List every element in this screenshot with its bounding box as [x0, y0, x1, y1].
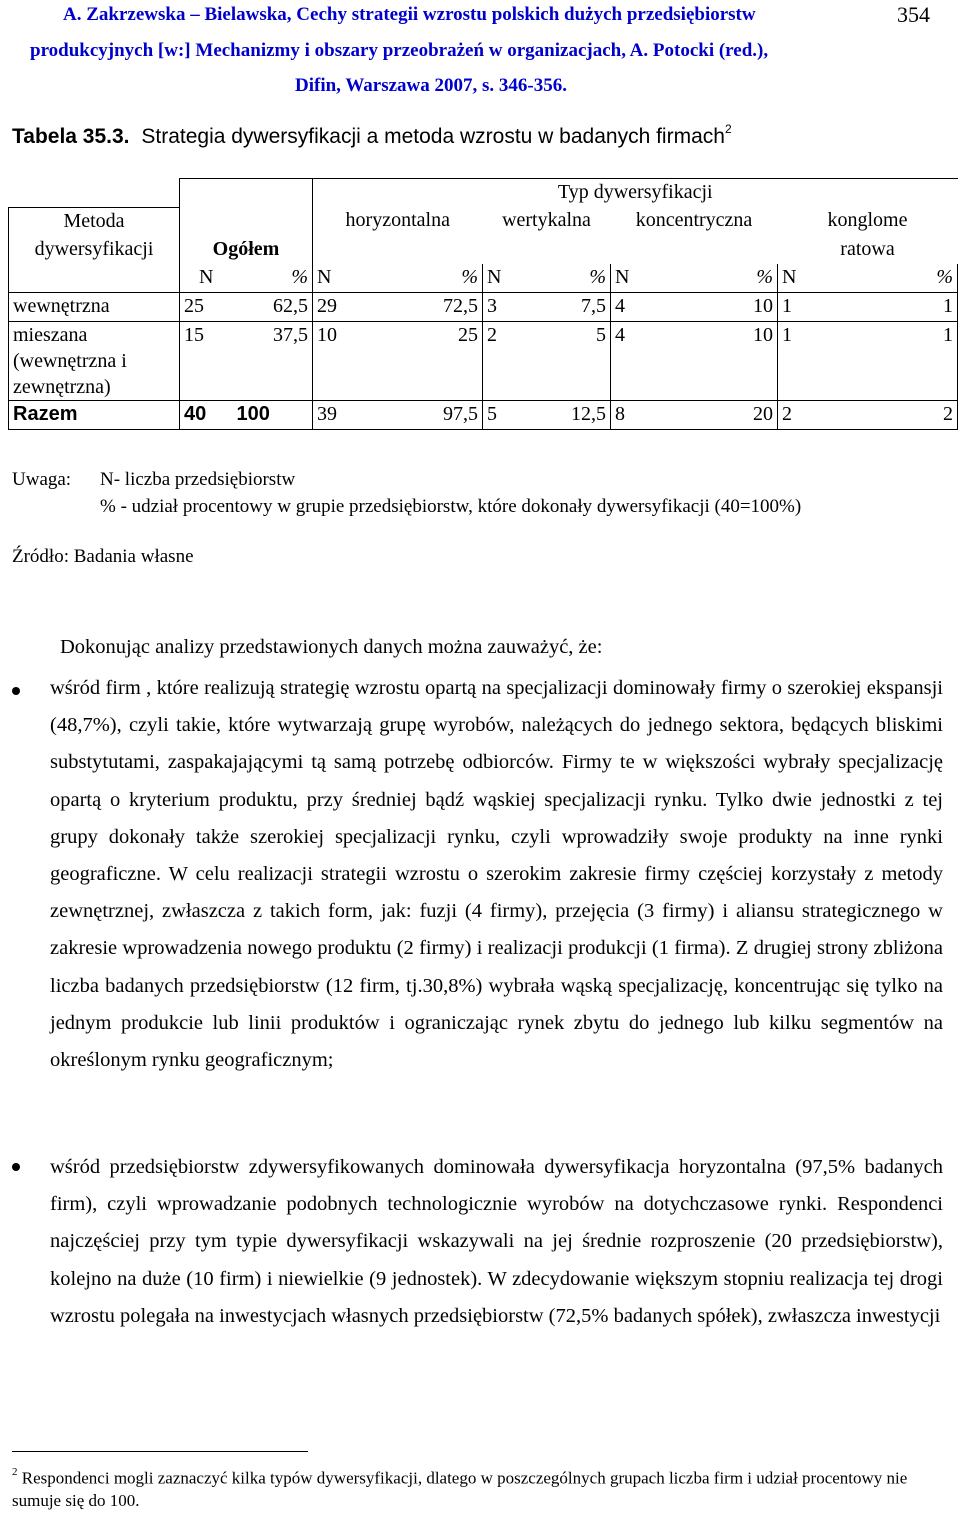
- source-note: Źródło: Badania własne: [12, 546, 194, 567]
- type-header-horizontal: horyzontalna: [313, 207, 483, 236]
- table-cell: 25: [388, 321, 483, 400]
- bullet-paragraph-2: wśród przedsiębiorstw zdywersyfikowanych dominowała dywersyfikacja horyzontalna (97,5% badanych firm), czyli wprowadzanie podobnych technologicznie wyrobów na dotychczasowe rynki. Respondenci najczęściej przy tym typie dywersyfikacji wskazywali na jej średnie rozproszenie (20 przedsiębiorstw), kolejno na duże (10 firm) i niewielkie (9 jednostek). W zdecydowanie większym stopniu realizacja tej drogi wzrostu polegała na inwestycjach własnych przedsiębiorstw (72,5% badanych spółek), zwłaszcza inwestycji: [50, 1156, 943, 1327]
- footnote-text: Respondenci mogli zaznaczyć kilka typów dywersyfikacji, dlatego w poszczególnych grupach liczba firm i udział procentowy nie sumuje się do 100.: [12, 1468, 908, 1510]
- pct-label: %: [388, 264, 483, 293]
- footnote: [12, 1463, 932, 1512]
- table-cell: 7,5: [555, 292, 611, 321]
- footnote-ref: 2: [724, 122, 732, 136]
- table-cell: 12,5: [555, 400, 611, 429]
- pct-label: %: [555, 264, 611, 293]
- method-header-line-2: dywersyfikacji: [9, 236, 180, 264]
- table-header-row-3: [9, 236, 958, 264]
- table-cell: 1: [778, 292, 822, 321]
- table-cell: 4: [611, 321, 683, 400]
- table-cell: 10: [683, 292, 778, 321]
- type-header-conglomerate: konglome: [827, 209, 908, 231]
- table-cell: 5: [483, 400, 555, 429]
- footnote-rule: [12, 1451, 308, 1452]
- table-cell: 72,5: [388, 292, 483, 321]
- bullet-icon: [12, 687, 20, 695]
- table-cell: 37,5: [233, 321, 313, 400]
- row-label-line: zewnętrzna): [13, 375, 111, 398]
- table-cell: 100: [233, 400, 313, 429]
- citation-line-3: Difin, Warszawa 2007, s. 346-356.: [295, 75, 567, 96]
- diversification-table: [8, 178, 958, 430]
- row-label: [9, 321, 180, 400]
- table-header-row-1: [9, 179, 958, 208]
- type-header-vertical: wertykalna: [502, 209, 591, 231]
- table-cell: 25: [180, 292, 233, 321]
- table-cell: 1: [822, 321, 958, 400]
- table-cell: 97,5: [388, 400, 483, 429]
- row-label: wewnętrzna: [9, 292, 180, 321]
- table-cell: 20: [683, 400, 778, 429]
- table-row-total: [9, 400, 958, 429]
- pct-label: %: [822, 264, 958, 293]
- table-cell: 10: [313, 321, 388, 400]
- table-label: Tabela 35.3.: [12, 125, 130, 148]
- row-label-line: mieszana: [13, 323, 88, 346]
- n-label: N: [778, 264, 822, 293]
- total-header: Ogółem: [180, 236, 313, 264]
- n-label: N: [483, 264, 555, 293]
- table-row: [9, 292, 958, 321]
- note-pct: % - udział procentowy w grupie przedsiębiorstw, które dokonały dywersyfikacji (40=100%): [100, 496, 802, 517]
- row-label: Razem: [9, 400, 180, 429]
- row-label-line: (wewnętrzna i: [13, 349, 127, 372]
- method-header: Metoda: [9, 207, 180, 236]
- note-label: Uwaga:: [12, 469, 72, 490]
- n-label: N: [180, 264, 233, 293]
- table-header-row-4: [9, 264, 958, 293]
- note-n: N- liczba przedsiębiorstw: [100, 469, 296, 490]
- table-title: [12, 124, 732, 149]
- table-cell: 5: [555, 321, 611, 400]
- table-row: [9, 321, 958, 400]
- table-header-row-2: [9, 207, 958, 236]
- group-header: Typ dywersyfikacji: [313, 179, 958, 208]
- table-cell: 3: [483, 292, 555, 321]
- bullet-icon: [12, 1163, 20, 1171]
- table-cell: 10: [683, 321, 778, 400]
- page-number: 354: [897, 2, 930, 27]
- table-cell: 2: [822, 400, 958, 429]
- table-cell: 39: [313, 400, 388, 429]
- table-cell: 8: [611, 400, 683, 429]
- table-cell: 1: [778, 321, 822, 400]
- table-cell: 2: [778, 400, 822, 429]
- table-cell: 40: [180, 400, 233, 429]
- n-label: N: [611, 264, 683, 293]
- table-cell: 62,5: [233, 292, 313, 321]
- table-caption: Strategia dywersyfikacji a metoda wzrostu w badanych firmach: [141, 125, 725, 148]
- table-cell: 1: [822, 292, 958, 321]
- pct-label: %: [683, 264, 778, 293]
- pct-label: %: [233, 264, 313, 293]
- table-cell: 4: [611, 292, 683, 321]
- table-cell: 29: [313, 292, 388, 321]
- type-header-conglomerate-2: ratowa: [840, 237, 895, 260]
- n-label: N: [313, 264, 388, 293]
- table-cell: 2: [483, 321, 555, 400]
- footnote-number: 2: [12, 1466, 18, 1478]
- citation-line-1: A. Zakrzewska – Bielawska, Cechy strategii wzrostu polskich dużych przedsiębiorstw: [63, 4, 756, 25]
- bullet-paragraph-1: wśród firm , które realizują strategię wzrostu opartą na specjalizacji dominowały firmy o szerokiej ekspansji (48,7%), czyli takie, które wytwarzają grupę wyrobów, należących do jednego sektora, będących bliskimi substytutami, zaspakajającymi tą samą potrzebę odbiorców. Firmy te w większości wybrały specjalizację opartą o kryterium produktu, przy średniej bądź wąskiej specjalizacji rynku. Tylko dwie jednostki z tej grupy dokonały także szerokiej specjalizacji rynku, czyli wprowadziły swoje produkty na inne rynki geograficzne. W celu realizacji strategii wzrostu o szerokim zakresie firmy częściej korzystały z metody zewnętrznej, zwłaszcza z takich form, jak: fuzji (4 firmy), przejęcia (3 firmy) i aliansu strategicznego w zakresie wprowadzenia nowego produktu (2 firmy) i realizacji produkcji (1 firma). Z drugiej strony zbliżona liczba badanych przedsiębiorstw (12 firm, tj.30,8%) wybrała wąską specjalizację, koncentrując się tylko na jednym produkcie lub linii produktów i ograniczając rynek zbytu do jednego lub kilku segmentów na określonym rynku geograficznym;: [50, 677, 943, 1072]
- citation-line-2: produkcyjnych [w:] Mechanizmy i obszary przeobrażeń w organizacjach, A. Potocki (red.),: [30, 40, 769, 61]
- lead-paragraph: Dokonując analizy przedstawionych danych można zauważyć, że:: [60, 636, 603, 658]
- type-header-concentric: koncentryczna: [635, 209, 753, 231]
- table-cell: 15: [180, 321, 233, 400]
